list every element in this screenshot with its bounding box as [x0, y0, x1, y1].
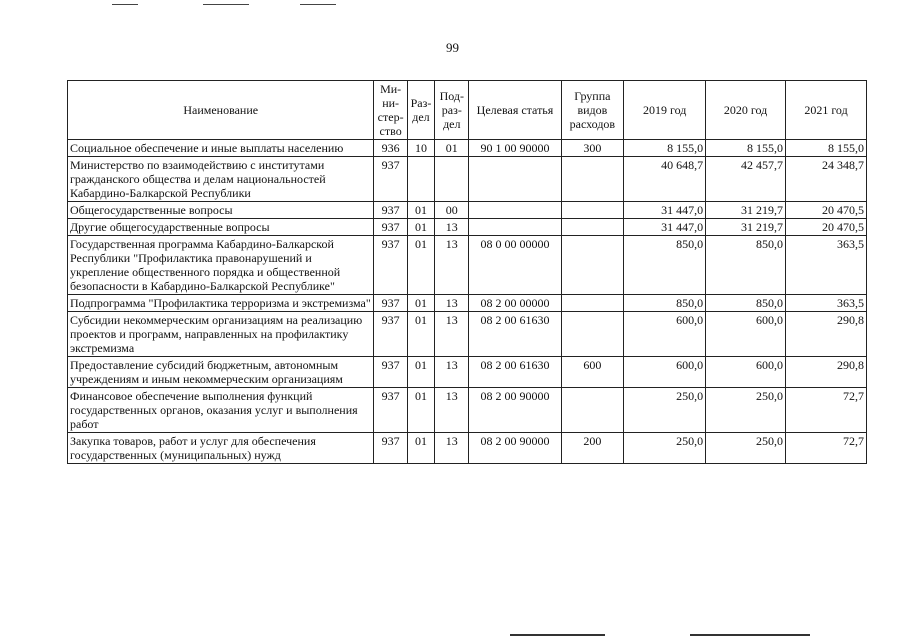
- cell-subsection: [435, 157, 469, 202]
- cell-2020: 250,0: [706, 388, 786, 433]
- cell-section: 01: [407, 312, 434, 357]
- header-2021: 2021 год: [786, 81, 867, 140]
- table-row: [68, 295, 867, 312]
- cell-2019: 600,0: [624, 357, 706, 388]
- table-row: [68, 388, 867, 433]
- scan-artifact-line: [112, 4, 138, 5]
- cell-name: Общегосударственные вопросы: [68, 202, 374, 219]
- cell-section: 01: [407, 202, 434, 219]
- cell-target: 08 2 00 00000: [469, 295, 561, 312]
- header-expense-group: Группа видов расходов: [561, 81, 624, 140]
- header-section: Раз-дел: [407, 81, 434, 140]
- cell-target: 08 2 00 90000: [469, 433, 561, 464]
- cell-ministry: 937: [374, 388, 407, 433]
- cell-2019: 250,0: [624, 388, 706, 433]
- cell-section: 01: [407, 388, 434, 433]
- cell-subsection: 13: [435, 236, 469, 295]
- cell-subsection: 13: [435, 295, 469, 312]
- header-target: Целевая статья: [469, 81, 561, 140]
- cell-2020: 600,0: [706, 357, 786, 388]
- cell-section: 01: [407, 236, 434, 295]
- cell-2019: 8 155,0: [624, 140, 706, 157]
- cell-ministry: 937: [374, 433, 407, 464]
- cell-name: Субсидии некоммерческим организациям на реализацию проектов и программ, направленных на профилактику экстремизма: [68, 312, 374, 357]
- cell-expense-group: [561, 388, 624, 433]
- cell-target: [469, 157, 561, 202]
- cell-name: Подпрограмма "Профилактика терроризма и экстремизма": [68, 295, 374, 312]
- header-2020: 2020 год: [706, 81, 786, 140]
- cell-2021: 290,8: [786, 312, 867, 357]
- cell-section: [407, 157, 434, 202]
- cell-ministry: 937: [374, 202, 407, 219]
- cell-2021: 72,7: [786, 388, 867, 433]
- table-header-row: [68, 81, 867, 140]
- cell-2020: 31 219,7: [706, 202, 786, 219]
- cell-target: 08 2 00 61630: [469, 357, 561, 388]
- cell-subsection: 01: [435, 140, 469, 157]
- scan-artifact-line: [300, 4, 336, 5]
- cell-2020: 8 155,0: [706, 140, 786, 157]
- cell-subsection: 13: [435, 219, 469, 236]
- cell-2020: 600,0: [706, 312, 786, 357]
- budget-table: [67, 80, 867, 464]
- cell-expense-group: 200: [561, 433, 624, 464]
- cell-expense-group: [561, 157, 624, 202]
- header-ministry: Ми-ни-стер-ство: [374, 81, 407, 140]
- header-name: Наименование: [68, 81, 374, 140]
- table-row: [68, 219, 867, 236]
- cell-target: 08 2 00 90000: [469, 388, 561, 433]
- cell-2021: 8 155,0: [786, 140, 867, 157]
- cell-name: Закупка товаров, работ и услуг для обеспечения государственных (муниципальных) нужд: [68, 433, 374, 464]
- cell-2019: 40 648,7: [624, 157, 706, 202]
- cell-name: Другие общегосударственные вопросы: [68, 219, 374, 236]
- scan-artifact-line: [510, 634, 605, 636]
- cell-ministry: 937: [374, 236, 407, 295]
- cell-target: [469, 202, 561, 219]
- cell-ministry: 936: [374, 140, 407, 157]
- cell-expense-group: 300: [561, 140, 624, 157]
- cell-ministry: 937: [374, 157, 407, 202]
- cell-target: 08 2 00 61630: [469, 312, 561, 357]
- cell-section: 01: [407, 357, 434, 388]
- cell-expense-group: [561, 236, 624, 295]
- cell-name: Финансовое обеспечение выполнения функций государственных органов, оказания услуг и выполнения работ: [68, 388, 374, 433]
- cell-ministry: 937: [374, 312, 407, 357]
- cell-2020: 850,0: [706, 295, 786, 312]
- cell-expense-group: [561, 312, 624, 357]
- table-row: [68, 140, 867, 157]
- table-row: [68, 236, 867, 295]
- table-row: [68, 202, 867, 219]
- scan-artifact-line: [690, 634, 810, 636]
- cell-subsection: 00: [435, 202, 469, 219]
- cell-section: 01: [407, 433, 434, 464]
- cell-2021: 72,7: [786, 433, 867, 464]
- cell-subsection: 13: [435, 357, 469, 388]
- cell-expense-group: [561, 295, 624, 312]
- header-subsection: Под-раз-дел: [435, 81, 469, 140]
- header-2019: 2019 год: [624, 81, 706, 140]
- cell-section: 10: [407, 140, 434, 157]
- page-number: 99: [446, 40, 459, 55]
- cell-2020: 42 457,7: [706, 157, 786, 202]
- cell-ministry: 937: [374, 219, 407, 236]
- cell-expense-group: 600: [561, 357, 624, 388]
- cell-2019: 850,0: [624, 295, 706, 312]
- cell-2020: 31 219,7: [706, 219, 786, 236]
- table-body: [68, 140, 867, 464]
- cell-ministry: 937: [374, 295, 407, 312]
- cell-name: Социальное обеспечение и иные выплаты населению: [68, 140, 374, 157]
- cell-expense-group: [561, 219, 624, 236]
- table-row: [68, 312, 867, 357]
- cell-2019: 31 447,0: [624, 219, 706, 236]
- cell-section: 01: [407, 219, 434, 236]
- cell-name: Государственная программа Кабардино-Балкарской Республики "Профилактика правонарушений и укрепление общественного порядка и общественной безопасности в Кабардино-Балкарской Республике": [68, 236, 374, 295]
- cell-expense-group: [561, 202, 624, 219]
- cell-2021: 24 348,7: [786, 157, 867, 202]
- cell-2019: 600,0: [624, 312, 706, 357]
- cell-target: 90 1 00 90000: [469, 140, 561, 157]
- cell-2020: 250,0: [706, 433, 786, 464]
- cell-2021: 20 470,5: [786, 202, 867, 219]
- cell-2021: 290,8: [786, 357, 867, 388]
- cell-2019: 31 447,0: [624, 202, 706, 219]
- cell-2020: 850,0: [706, 236, 786, 295]
- cell-ministry: 937: [374, 357, 407, 388]
- cell-2021: 363,5: [786, 236, 867, 295]
- table-row: [68, 433, 867, 464]
- cell-2019: 250,0: [624, 433, 706, 464]
- cell-subsection: 13: [435, 433, 469, 464]
- cell-name: Министерство по взаимодействию с институтами гражданского общества и делам национальностей Кабардино-Балкарской Республики: [68, 157, 374, 202]
- cell-target: 08 0 00 00000: [469, 236, 561, 295]
- cell-2019: 850,0: [624, 236, 706, 295]
- scan-artifact-line: [203, 4, 249, 5]
- cell-subsection: 13: [435, 312, 469, 357]
- cell-target: [469, 219, 561, 236]
- cell-2021: 363,5: [786, 295, 867, 312]
- cell-name: Предоставление субсидий бюджетным, автономным учреждениям и иным некоммерческим организациям: [68, 357, 374, 388]
- table-row: [68, 357, 867, 388]
- cell-subsection: 13: [435, 388, 469, 433]
- table-row: [68, 157, 867, 202]
- cell-section: 01: [407, 295, 434, 312]
- cell-2021: 20 470,5: [786, 219, 867, 236]
